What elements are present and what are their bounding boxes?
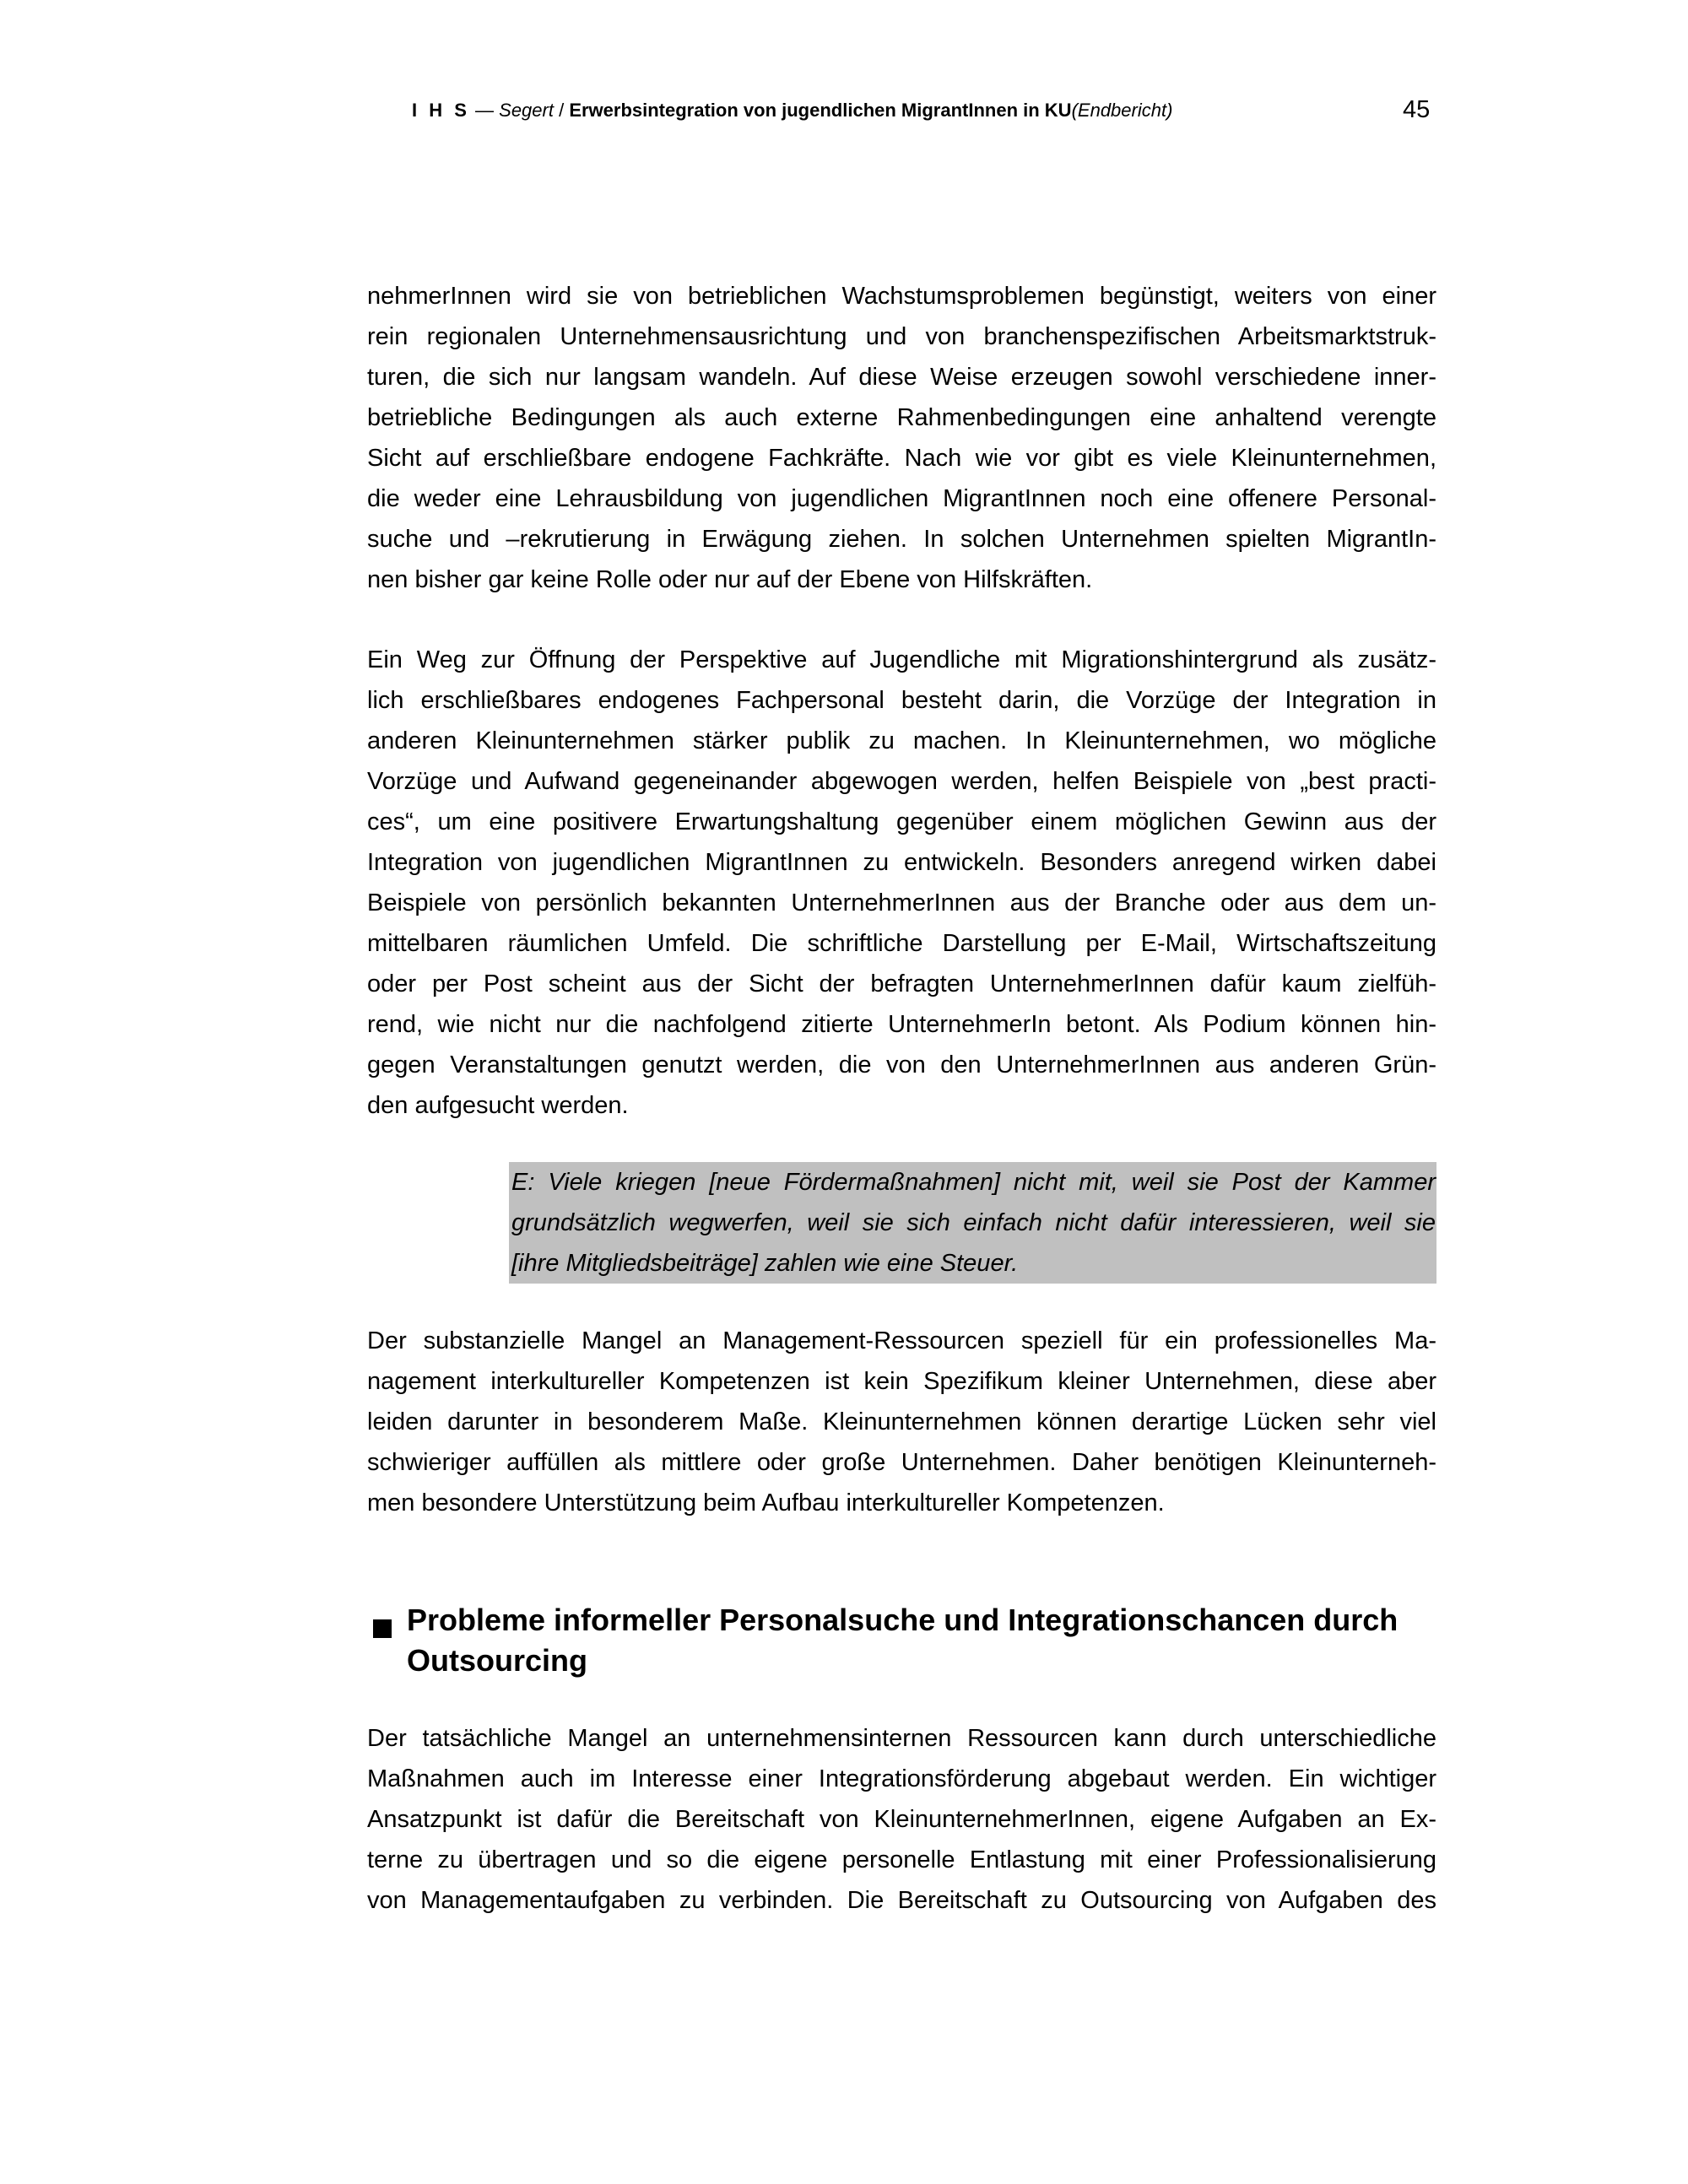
- text-line: nehmerInnen wird sie von betrieblichen Wachstumsproblemen begünstigt, weiters von einer: [367, 283, 1436, 310]
- text-line: Integration von jugendlichen MigrantInnen zu entwickeln. Besonders anregend wirken dabei: [367, 849, 1436, 876]
- body-paragraph-3: [367, 1321, 1436, 1523]
- text-line: Der tatsächliche Mangel an unternehmensinternen Ressourcen kann durch unterschiedliche: [367, 1725, 1436, 1752]
- text-line: betriebliche Bedingungen als auch externe Rahmenbedingungen eine anhaltend verengte: [367, 404, 1436, 431]
- interview-quote: [509, 1162, 1436, 1284]
- quote-line: grundsätzlich wegwerfen, weil sie sich einfach nicht dafür interessieren, weil sie: [511, 1209, 1436, 1236]
- text-line: Maßnahmen auch im Interesse einer Integrationsförderung abgebaut werden. Ein wichtiger: [367, 1765, 1436, 1792]
- text-line: Beispiele von persönlich bekannten UnternehmerInnen aus der Branche oder aus dem un-: [367, 889, 1436, 916]
- quote-line: E: Viele kriegen [neue Fördermaßnahmen] nicht mit, weil sie Post der Kammer: [511, 1169, 1436, 1196]
- text-line: Der substanzielle Mangel an Management-Ressourcen speziell für ein professionelles Ma-: [367, 1327, 1436, 1354]
- square-bullet-icon: [373, 1619, 392, 1638]
- text-line: suche und –rekrutierung in Erwägung ziehen. In solchen Unternehmen spielten MigrantIn-: [367, 526, 1436, 553]
- text-line: schwieriger auffüllen als mittlere oder große Unternehmen. Daher benötigen Kleinunterneh-: [367, 1449, 1436, 1476]
- header-subtitle: (Endbericht): [1071, 100, 1173, 121]
- header-separator: /: [553, 100, 570, 121]
- text-line: Sicht auf erschließbare endogene Fachkräfte. Nach wie vor gibt es viele Kleinunternehmen,: [367, 445, 1436, 472]
- text-line: oder per Post scheint aus der Sicht der befragten UnternehmerInnen dafür kaum zielfüh-: [367, 970, 1436, 997]
- text-line: von Managementaufgaben zu verbinden. Die Bereitschaft zu Outsourcing von Aufgaben des: [367, 1887, 1436, 1914]
- text-line: Vorzüge und Aufwand gegeneinander abgewogen werden, helfen Beispiele von „best practi-: [367, 768, 1436, 795]
- header-org: I H S: [412, 100, 470, 121]
- section-heading: [373, 1600, 1445, 1681]
- text-line: gegen Veranstaltungen genutzt werden, die von den UnternehmerInnen aus anderen Grün-: [367, 1051, 1436, 1078]
- text-line: men besondere Unterstützung beim Aufbau interkultureller Kompetenzen.: [367, 1489, 1165, 1516]
- text-line: anderen Kleinunternehmen stärker publik zu machen. In Kleinunternehmen, wo mögliche: [367, 727, 1436, 754]
- text-line: den aufgesucht werden.: [367, 1092, 629, 1119]
- text-line: terne zu übertragen und so die eigene personelle Entlastung mit einer Professionalisierung: [367, 1846, 1436, 1873]
- text-line: die weder eine Lehrausbildung von jugendlichen MigrantInnen noch eine offenere Personal-: [367, 485, 1436, 512]
- heading-line: Outsourcing: [407, 1643, 587, 1678]
- heading-line: Probleme informeller Personalsuche und Integrationschancen durch: [407, 1603, 1399, 1637]
- text-line: Ansatzpunkt ist dafür die Bereitschaft von KleinunternehmerInnen, eigene Aufgaben an Ex-: [367, 1806, 1436, 1833]
- running-header: [412, 98, 1172, 123]
- section-heading-text: [407, 1600, 1445, 1681]
- text-line: turen, die sich nur langsam wandeln. Auf diese Weise erzeugen sowohl verschiedene inner-: [367, 364, 1436, 391]
- body-paragraph-4: [367, 1718, 1436, 1921]
- header-author: Segert: [499, 100, 554, 121]
- body-paragraph-1: [367, 276, 1436, 600]
- text-line: mittelbaren räumlichen Umfeld. Die schriftliche Darstellung per E-Mail, Wirtschaftszeitung: [367, 930, 1436, 957]
- text-line: leiden darunter in besonderem Maße. Kleinunternehmen können derartige Lücken sehr viel: [367, 1408, 1436, 1435]
- text-line: nen bisher gar keine Rolle oder nur auf der Ebene von Hilfskräften.: [367, 566, 1093, 593]
- text-line: ces“, um eine positivere Erwartungshaltung gegenüber einem möglichen Gewinn aus der: [367, 808, 1436, 835]
- header-dash: —: [469, 100, 500, 121]
- text-line: Ein Weg zur Öffnung der Perspektive auf Jugendliche mit Migrationshintergrund als zusätz-: [367, 646, 1436, 673]
- interview-quote-box: [509, 1162, 1436, 1284]
- header-title: Erwerbsintegration von jugendlichen MigrantInnen in KU: [569, 100, 1072, 121]
- text-line: rend, wie nicht nur die nachfolgend zitierte UnternehmerIn betont. Als Podium können hin-: [367, 1011, 1436, 1038]
- body-paragraph-2: [367, 640, 1436, 1126]
- text-line: nagement interkultureller Kompetenzen ist kein Spezifikum kleiner Unternehmen, diese aber: [367, 1368, 1436, 1395]
- page-number: 45: [1403, 96, 1431, 123]
- text-line: rein regionalen Unternehmensausrichtung und von branchenspezifischen Arbeitsmarktstruk-: [367, 323, 1436, 350]
- quote-line: [ihre Mitgliedsbeiträge] zahlen wie eine Steuer.: [511, 1250, 1019, 1277]
- text-line: lich erschließbares endogenes Fachpersonal besteht darin, die Vorzüge der Integration in: [367, 687, 1436, 714]
